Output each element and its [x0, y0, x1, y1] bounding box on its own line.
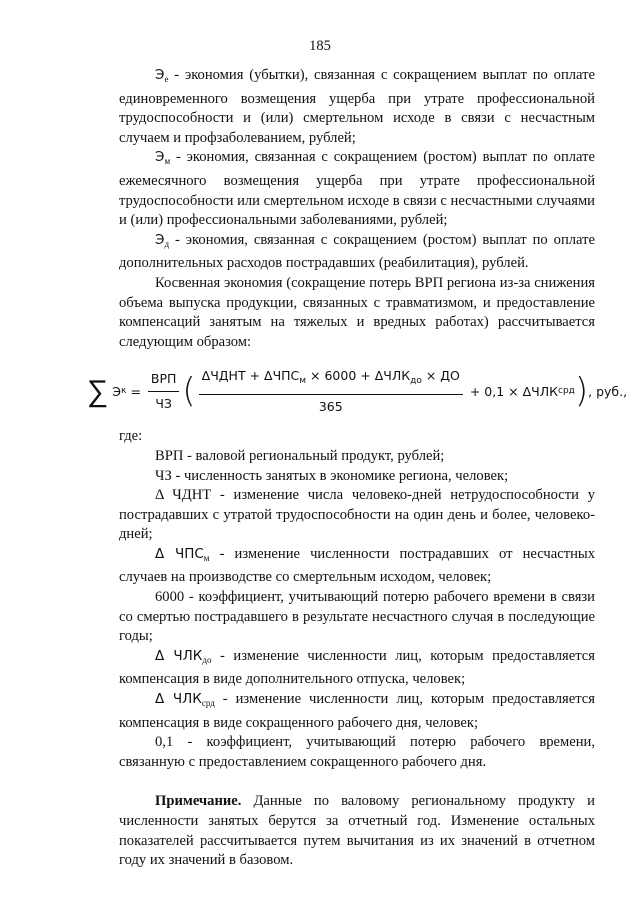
fraction-vrp-chz [148, 369, 180, 413]
symbol-subscript: д [164, 238, 170, 249]
formula-equals: = [126, 383, 145, 399]
fraction-denominator: ЧЗ [155, 395, 172, 411]
definition-vrp: ВРП - валовой региональный продукт, рублей; [155, 447, 445, 464]
spacer [119, 772, 595, 792]
fraction-numerator: ВРП [148, 369, 180, 392]
symbol: Э [155, 231, 165, 248]
definition-chdnt: Δ ЧДНТ - изменение числа человеко-дней нетрудоспособности у пострадавших с утратой трудоспособности на один день и более, человеко-дней; [119, 487, 595, 543]
symbol: Δ ЧЛК [155, 647, 203, 664]
plus-term: + 0,1 × ΔЧЛК [465, 383, 558, 399]
definition-6000: 6000 - коэффициент, учитывающий потерю рабочего времени в связи со смертью пострадавшего в результате несчастного случая в последующие годы; [119, 589, 595, 645]
numerator-subscript-b: до [410, 376, 422, 387]
sum-sign: ∑ [86, 373, 109, 409]
definition-text: - изменение численности лиц, которым предоставляется компенсация в виде сокращенного рабочего дня, человек; [119, 691, 595, 731]
symbol: Δ ЧПС [155, 545, 204, 562]
numerator-part-a: ΔЧДНТ + ΔЧПС [201, 368, 300, 384]
symbol-subscript: м [203, 552, 210, 563]
definition-text: - изменение численности лиц, которым предоставляется компенсация в виде дополнительного отпуска, человек; [119, 647, 595, 688]
numerator-subscript-a: м [299, 376, 307, 387]
plus-term-subscript: срд [558, 385, 575, 396]
fraction-denominator: 365 [318, 398, 343, 414]
note-heading: Примечание. [155, 793, 242, 810]
symbol-subscript: м [164, 156, 171, 167]
note-paragraph [119, 792, 595, 870]
paragraph-economy-e [119, 66, 595, 148]
page-content [86, 66, 628, 871]
note-text: Данные по валовому региональному продукту и численности занятых берутся за отчетный год. Изменение остальных показателей рассчитывается путем вычитания из их значений в отчетном году их значений в базовом. [119, 793, 595, 869]
paragraph-economy-m [119, 148, 595, 230]
definition-text: - изменение численности пострадавших от несчастных случаев на производстве со смертельным исходом, человек; [119, 545, 595, 586]
formula-unit: , руб., [588, 383, 628, 399]
page-number: 185 [309, 38, 331, 54]
numerator-part-c: × ДО [421, 368, 460, 384]
definition-chlk-do [119, 647, 595, 690]
paragraph-text: - экономия, связанная с сокращением (ростом) выплат по оплате дополнительных расходов пострадавших (реабилитация), рублей. [119, 231, 595, 272]
paragraph-text: - экономия, связанная с сокращением (ростом) выплат по оплате ежемесячного возмещения ущерба при утрате профессиональной трудоспособности или смертельном исходе в связи с несчастными случаями и (или) профессиональными заболеваниями, рублей; [119, 149, 595, 229]
definition-chz: ЧЗ - численность занятых в экономике региона, человек; [155, 467, 509, 484]
fraction-numerator [199, 366, 463, 395]
definition-chps [119, 545, 595, 588]
symbol: Э [155, 149, 165, 166]
definition-chlk-srd [119, 690, 595, 733]
symbol: Э [155, 67, 165, 83]
fraction-main [199, 366, 463, 416]
symbol-subscript: срд [201, 698, 215, 709]
where-label: где: [119, 428, 143, 445]
close-paren: ) [574, 371, 589, 412]
paragraph-text: - экономия (убытки), связанная с сокращением выплат по оплате единовременного возмещения ущерба при утрате профессиональной трудоспособности и (или) смертельном исходе в связи с несчастным случаем и профзаболеванием, рублей; [119, 67, 595, 146]
symbol: Δ ЧЛК [155, 691, 202, 708]
numerator-part-b: × 6000 + ΔЧЛК [306, 368, 411, 384]
symbol-subscript: е [164, 74, 169, 84]
formula-lhs: Э [112, 383, 122, 399]
paragraph-indirect-economy: Косвенная экономия (сокращение потерь ВРП региона из-за снижения объема выпуска продукции, связанных с травматизмом, и предоставление компенсаций занятым на тяжелых и вредных работах) рассчитывается следующим образом: [119, 274, 595, 350]
definition-coefficient-01: 0,1 - коэффициент, учитывающий потерю рабочего времени, связанную с предоставлением сокращенного рабочего дня. [119, 734, 595, 770]
symbol-subscript: до [202, 654, 212, 665]
paragraph-economy-d [119, 231, 595, 274]
formula [86, 359, 628, 423]
open-paren: ( [182, 371, 196, 412]
formula-lhs-subscript: к [121, 385, 127, 396]
